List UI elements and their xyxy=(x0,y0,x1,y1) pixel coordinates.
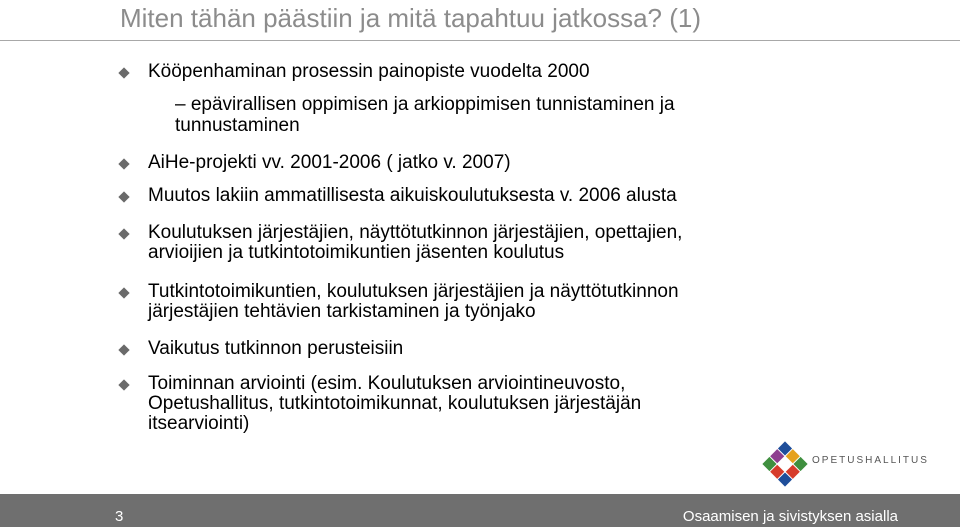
diamond-bullet-icon xyxy=(118,379,129,390)
bullet-text: itsearviointi) xyxy=(148,413,250,434)
bullet-text: Opetushallitus, tutkintotoimikunnat, koulutuksen järjestäjän xyxy=(148,393,642,414)
bullet-text: Koulutuksen järjestäjien, näyttötutkinnon järjestäjien, opettajien, xyxy=(148,222,683,243)
page-number: 3 xyxy=(115,508,124,525)
bullet-text: Vaikutus tutkinnon perusteisiin xyxy=(148,338,404,359)
bullet-text: Muutos lakiin ammatillisesta aikuiskoulutuksesta v. 2006 alusta xyxy=(148,185,677,206)
opetushallitus-logo-icon xyxy=(755,440,815,488)
bullet-text: järjestäjien tehtävien tarkistaminen ja työnjako xyxy=(148,301,536,322)
diamond-bullet-icon xyxy=(118,67,129,78)
diamond-bullet-icon xyxy=(118,287,129,298)
bullet-text: AiHe-projekti vv. 2001-2006 ( jatko v. 2007) xyxy=(148,152,511,173)
title-divider xyxy=(0,40,960,41)
diamond-bullet-icon xyxy=(118,191,129,202)
diamond-bullet-icon xyxy=(118,158,129,169)
diamond-bullet-icon xyxy=(118,344,129,355)
slide-title: Miten tähän päästiin ja mitä tapahtuu jatkossa? (1) xyxy=(120,3,702,33)
footer-tagline: Osaamisen ja sivistyksen asialla xyxy=(682,508,898,525)
bullet-text: arvioijien ja tutkintotoimikuntien jäsenten koulutus xyxy=(148,242,565,263)
bullet-text: Tutkintotoimikuntien, koulutuksen järjestäjien ja näyttötutkinnon xyxy=(148,281,679,302)
diamond-bullet-icon xyxy=(118,228,129,239)
bullet-text: Toiminnan arviointi (esim. Koulutuksen arviointineuvosto, xyxy=(148,373,626,394)
bullet-text: Kööpenhaminan prosessin painopiste vuodelta 2000 xyxy=(148,61,590,82)
logo-wordmark: OPETUSHALLITUS xyxy=(812,455,929,466)
footer-bar xyxy=(0,494,960,527)
sub-text: – epävirallisen oppimisen ja arkioppimisen tunnistaminen ja xyxy=(175,94,675,115)
sub-text: tunnustaminen xyxy=(175,115,300,136)
